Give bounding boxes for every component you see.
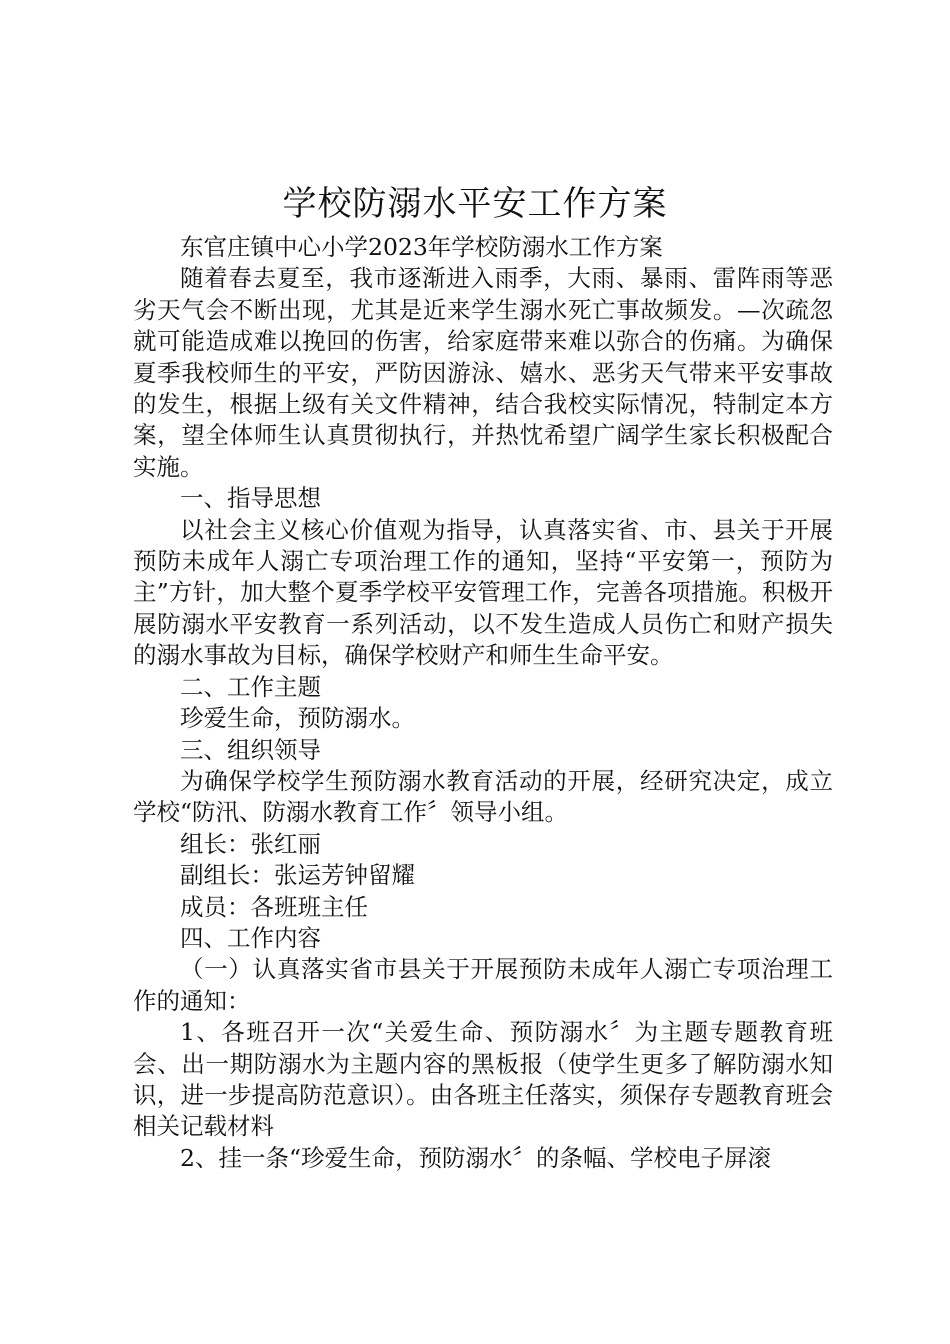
work-theme-paragraph: 珍爱生命，预防溺水。 (180, 704, 415, 733)
subtitle-paragraph: 东官庄镇中心小学2023年学校防溺水工作方案 (180, 233, 663, 261)
document-title: 学校防溺水平安工作方案 (282, 184, 668, 224)
section-heading-work-theme: 二、工作主题 (180, 672, 321, 701)
document-body (133, 232, 833, 1174)
guiding-ideology-paragraph: 以社会主义核心价值观为指导，认真落实省、市、县关于开展预防未成年人溺亡专项治理工作的通知，坚持“平安第一，预防为主”方针，加大整个夏季学校平安管理工作，完善各项措施。积极开展防溺水平安教育一系列活动，以不发生造成人员伤亡和财产损失的溺水事故为目标，确保学校财产和师生生命平安。 (133, 515, 833, 670)
work-content-item-1: （一）认真落实省市县关于开展预防未成年人溺亡专项治理工作的通知： (133, 955, 833, 1015)
section-heading-guiding-ideology: 一、指导思想 (180, 484, 321, 513)
section-heading-work-content: 四、工作内容 (180, 923, 321, 952)
organization-paragraph: 为确保学校学生预防溺水教育活动的开展，经研究决定，成立学校“防汛、防溺水教育工作〞领导小组。 (133, 766, 833, 827)
work-content-item-2: 1、各班召开一次“关爱生命、预防溺水〞为主题专题教育班会、出一期防溺水为主题内容的黑板报（使学生更多了解防溺水知识，进一步提高防范意识）。由各班主任落实，须保存专题教育班会相关记载材料 (133, 1018, 833, 1141)
intro-paragraph: 随着春去夏至，我市逐渐进入雨季，大雨、暴雨、雷阵雨等恶劣天气会不断出现，尤其是近来学生溺水死亡事故频发。—次疏忽就可能造成难以挽回的伤害，给家庭带来难以弥合的伤痛。为确保夏季我校师生的平安，严防因游泳、嬉水、恶劣天气带来平安事故的发生，根据上级有关文件精神，结合我校实际情况，特制定本方案，望全体师生认真贯彻执行，并热忱希望广阔学生家长积极配合实施。 (133, 264, 833, 481)
team-leader-line: 组长：张红丽 (180, 829, 321, 858)
deputy-leader-line: 副组长：张运芳钟留耀 (180, 861, 415, 890)
work-content-item-3: 2、挂一条“珍爱生命，预防溺水〞的条幅、学校电子屏滚 (180, 1143, 771, 1172)
section-heading-organization: 三、组织领导 (180, 735, 321, 764)
members-line: 成员：各班班主任 (180, 892, 368, 921)
